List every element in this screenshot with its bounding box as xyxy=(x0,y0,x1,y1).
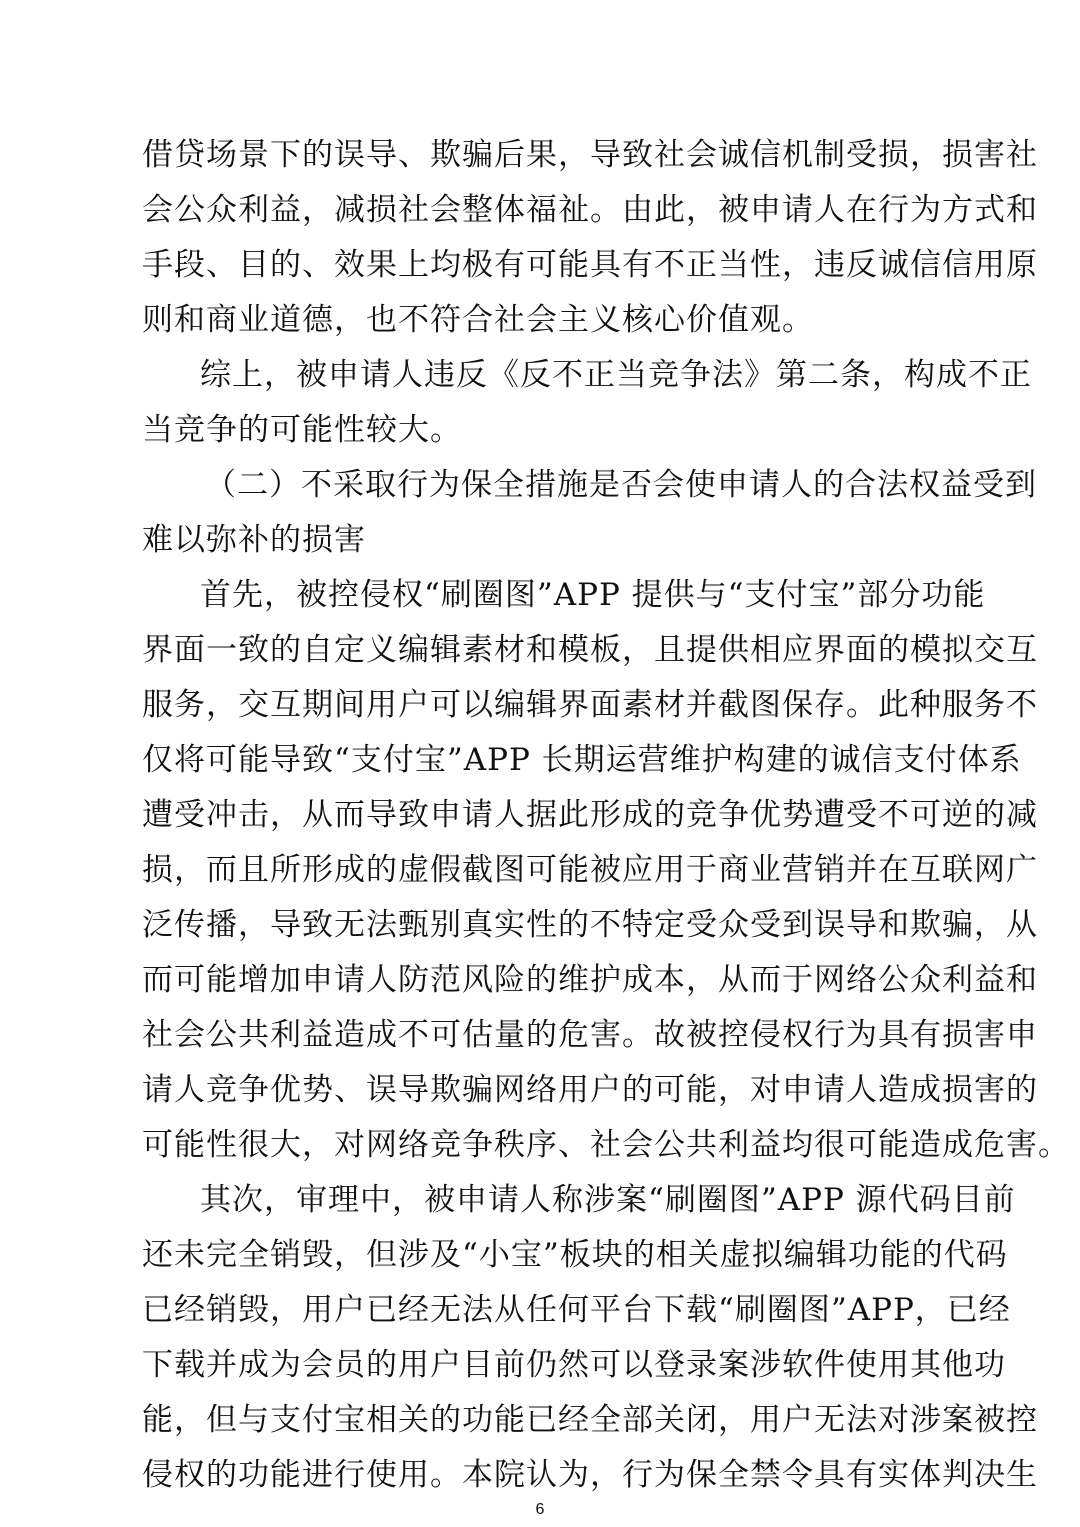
body-line: 损，而且所形成的虚假截图可能被应用于商业营销并在互联网广 xyxy=(142,852,1038,888)
body-line: 可能性很大，对网络竞争秩序、社会公共利益均很可能造成危害。 xyxy=(142,1127,1070,1163)
body-line: 仅将可能导致“支付宝”APP 长期运营维护构建的诚信支付体系 xyxy=(142,742,1022,778)
body-line: 还未完全销毁，但涉及“小宝”板块的相关虚拟编辑功能的代码 xyxy=(142,1237,1008,1273)
body-line: 借贷场景下的误导、欺骗后果，导致社会诚信机制受损，损害社 xyxy=(142,137,1038,173)
body-line: 能，但与支付宝相关的功能已经全部关闭，用户无法对涉案被控 xyxy=(142,1402,1038,1438)
paragraph-first-line: 综上，被申请人违反《反不正当竞争法》第二条，构成不正 xyxy=(200,357,1032,393)
body-line: 已经销毁，用户已经无法从任何平台下载“刷圈图”APP，已经 xyxy=(142,1292,1011,1328)
body-line: 手段、目的、效果上均极有可能具有不正当性，违反诚信信用原 xyxy=(142,247,1038,283)
body-line: 社会公共利益造成不可估量的危害。故被控侵权行为具有损害申 xyxy=(142,1017,1038,1053)
body-line: 当竞争的可能性较大。 xyxy=(142,412,462,448)
body-line: 泛传播，导致无法甄别真实性的不特定受众受到误导和欺骗，从 xyxy=(142,907,1038,943)
section-heading: （二）不采取行为保全措施是否会使申请人的合法权益受到 xyxy=(205,467,1037,503)
body-line: 侵权的功能进行使用。本院认为，行为保全禁令具有实体判决生 xyxy=(142,1457,1038,1493)
page-number: 6 xyxy=(535,1501,545,1518)
section-heading-continuation: 难以弥补的损害 xyxy=(142,522,366,558)
body-line: 界面一致的自定义编辑素材和模板，且提供相应界面的模拟交互 xyxy=(142,632,1038,668)
body-line: 而可能增加申请人防范风险的维护成本，从而于网络公众利益和 xyxy=(142,962,1038,998)
body-line: 会公众利益，减损社会整体福祉。由此，被申请人在行为方式和 xyxy=(142,192,1038,228)
body-line: 服务，交互期间用户可以编辑界面素材并截图保存。此种服务不 xyxy=(142,687,1038,723)
body-line: 请人竞争优势、误导欺骗网络用户的可能，对申请人造成损害的 xyxy=(142,1072,1038,1108)
body-line: 遭受冲击，从而导致申请人据此形成的竞争优势遭受不可逆的减 xyxy=(142,797,1038,833)
paragraph-first-line: 其次，审理中，被申请人称涉案“刷圈图”APP 源代码目前 xyxy=(200,1182,1016,1218)
body-line: 则和商业道德，也不符合社会主义核心价值观。 xyxy=(142,302,814,338)
paragraph-first-line: 首先，被控侵权“刷圈图”APP 提供与“支付宝”部分功能 xyxy=(200,577,986,613)
body-line: 下载并成为会员的用户目前仍然可以登录案涉软件使用其他功 xyxy=(142,1347,1006,1383)
